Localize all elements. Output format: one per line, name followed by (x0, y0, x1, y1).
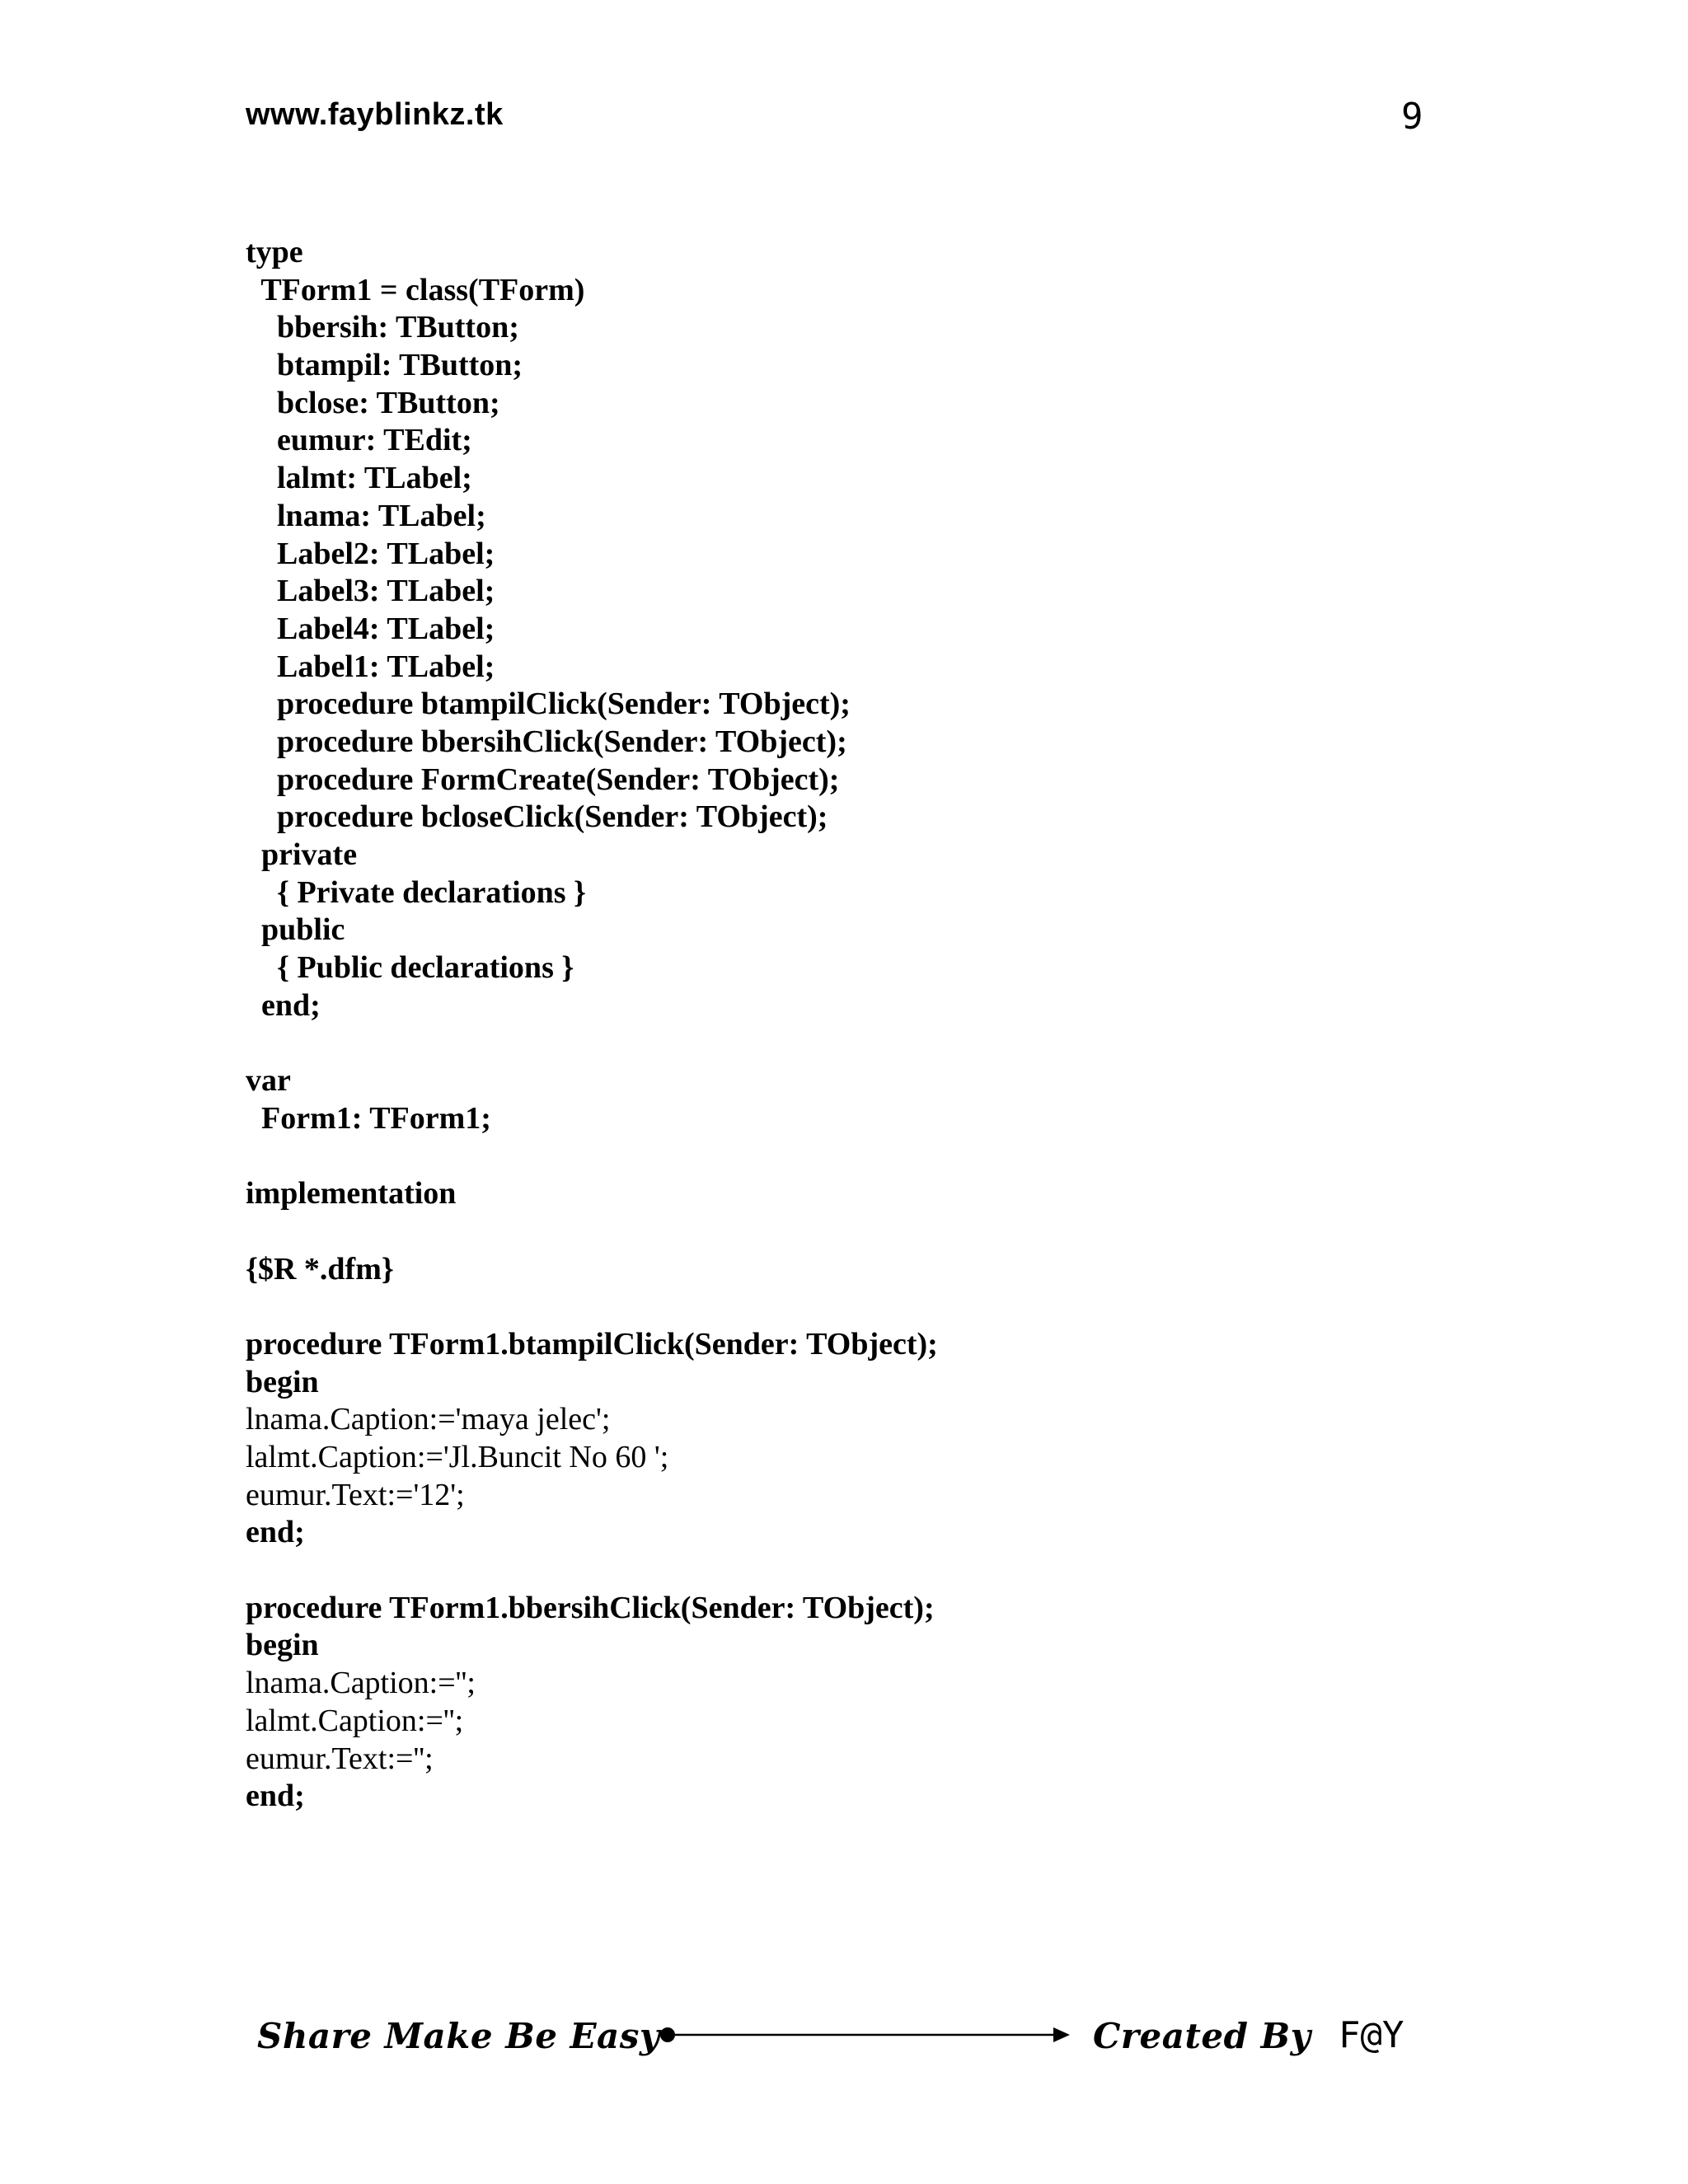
footer-slogan: Share Make Be Easy (257, 2016, 660, 2056)
code-line: Label4: TLabel; (246, 611, 495, 646)
code-line: eumur.Text:=''; (246, 1741, 434, 1776)
code-line: end; (246, 1515, 305, 1550)
code-line: Form1: TForm1; (246, 1100, 491, 1136)
code-blank-line (246, 1138, 938, 1176)
code-blank-line (246, 1213, 938, 1251)
page-number: 9 (1401, 96, 1423, 138)
code-line: procedure FormCreate(Sender: TObject); (246, 762, 840, 797)
code-line: lalmt.Caption:=''; (246, 1703, 464, 1738)
code-line: btampil: TButton; (246, 348, 523, 383)
code-line: TForm1 = class(TForm) (246, 272, 585, 307)
code-line: private (246, 837, 358, 872)
code-line: public (246, 912, 345, 948)
code-blank-line (246, 1024, 938, 1062)
code-line: begin (246, 1628, 319, 1663)
code-line: lalmt: TLabel; (246, 461, 472, 496)
code-line: eumur.Text:='12'; (246, 1477, 465, 1512)
code-line: var (246, 1063, 291, 1099)
arrow-right-icon (659, 2022, 1071, 2047)
code-line: lnama: TLabel; (246, 498, 486, 533)
code-line: { Public declarations } (246, 950, 574, 986)
code-line: lnama.Caption:='maya jelec'; (246, 1402, 611, 1437)
code-line: procedure bbersihClick(Sender: TObject); (246, 724, 847, 759)
code-line: Label2: TLabel; (246, 536, 495, 571)
header-website-url: www.fayblinkz.tk (246, 97, 504, 132)
code-line: procedure bcloseClick(Sender: TObject); (246, 799, 828, 835)
footer-credit: Created By (1093, 2016, 1311, 2056)
code-line: type (246, 235, 303, 269)
code-line: procedure btampilClick(Sender: TObject); (246, 687, 851, 722)
code-line: procedure TForm1.bbersihClick(Sender: TObject); (246, 1590, 935, 1625)
code-line: Label1: TLabel; (246, 649, 495, 684)
code-line: {$R *.dfm} (246, 1251, 394, 1286)
code-listing (246, 234, 938, 1816)
code-blank-line (246, 1552, 938, 1590)
code-line: bclose: TButton; (246, 385, 500, 420)
footer-author-signature: F@Y (1339, 2014, 1404, 2056)
code-line: eumur: TEdit; (246, 423, 472, 458)
code-line: implementation (246, 1176, 457, 1212)
code-line: { Private declarations } (246, 874, 587, 910)
code-line: lnama.Caption:=''; (246, 1666, 476, 1701)
code-line: end; (246, 987, 321, 1023)
code-line: end; (246, 1779, 305, 1814)
code-line: procedure TForm1.btampilClick(Sender: TObject); (246, 1326, 938, 1361)
page-footer (0, 2011, 1688, 2069)
code-line: Label3: TLabel; (246, 574, 495, 609)
code-line: bbersih: TButton; (246, 310, 519, 345)
code-blank-line (246, 1288, 938, 1326)
code-line: lalmt.Caption:='Jl.Buncit No 60 '; (246, 1440, 669, 1474)
code-line: begin (246, 1364, 319, 1399)
